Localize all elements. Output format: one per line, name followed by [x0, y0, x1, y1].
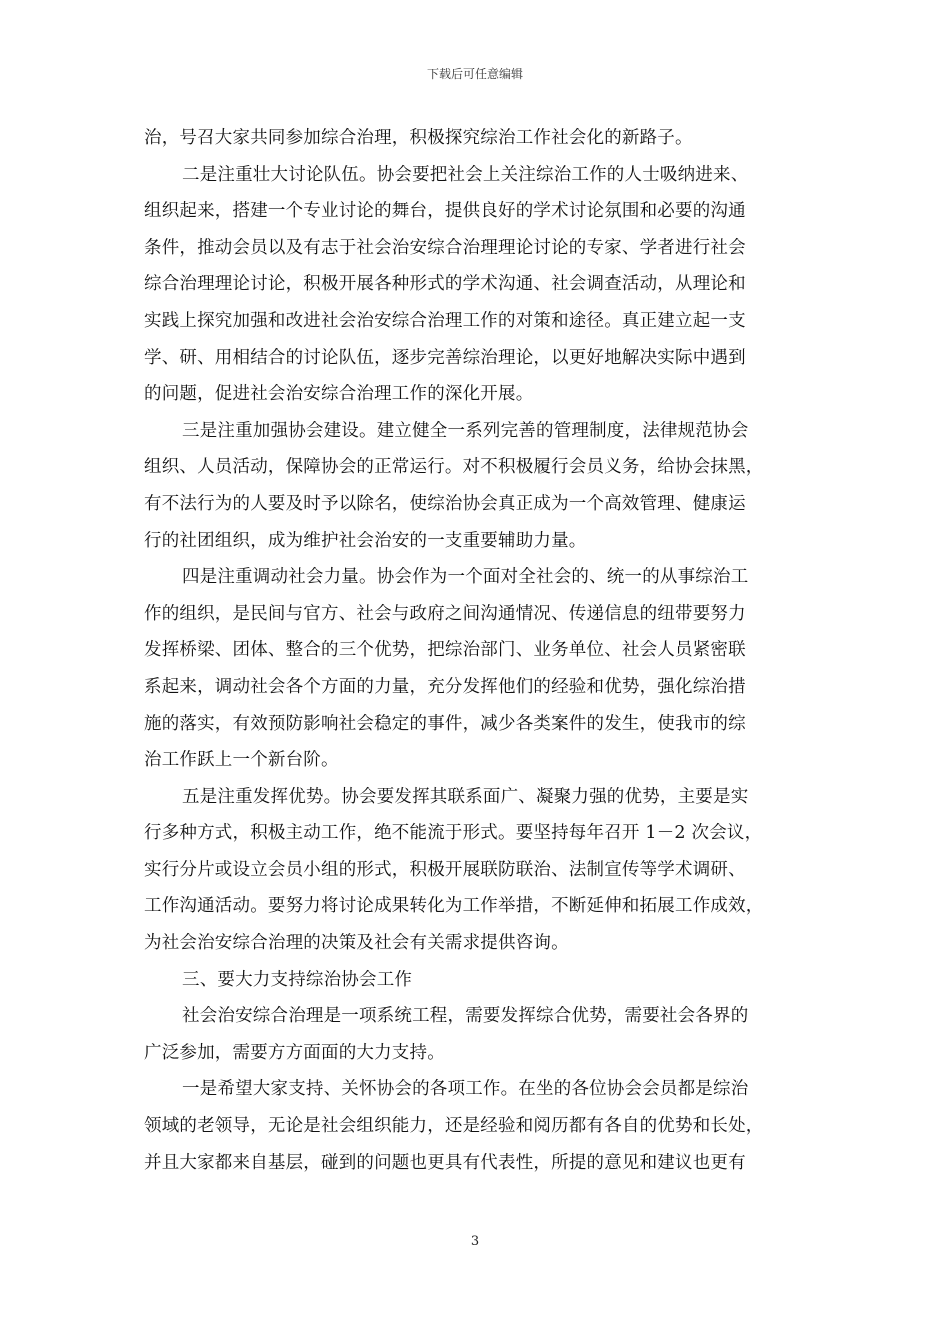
document-body: [144, 120, 808, 1181]
body-line: 工作沟通活动。要努力将讨论成果转化为工作举措，不断延伸和拓展工作成效，: [144, 896, 764, 917]
body-line: 的问题，促进社会治安综合治理工作的深化开展。: [144, 384, 534, 405]
body-line: 有不法行为的人要及时予以除名，使综治协会真正成为一个高效管理、健康运: [144, 493, 746, 514]
body-line: 学、研、用相结合的讨论队伍，逐步完善综治理论，以更好地解决实际中遇到: [144, 347, 746, 368]
body-line: 施的落实，有效预防影响社会稳定的事件，减少各类案件的发生，使我市的综: [144, 713, 746, 734]
body-line: 组织起来，搭建一个专业讨论的舞台，提供良好的学术讨论氛围和必要的沟通: [144, 201, 746, 222]
body-line: 实践上探究加强和改进社会治安综合治理工作的对策和途径。真正建立起一支: [144, 310, 746, 331]
paragraph-first-line: 五是注重发挥优势。协会要发挥其联系面广、凝聚力强的优势，主要是实: [182, 786, 749, 807]
page-header: 下载后可任意编辑: [426, 67, 523, 81]
paragraph-first-line: 三是注重加强协会建设。建立健全一系列完善的管理制度，法律规范协会: [182, 420, 749, 441]
paragraph-first-line: 社会治安综合治理是一项系统工程，需要发挥综合优势，需要社会各界的: [182, 1006, 749, 1027]
paragraph-first-line: 一是希望大家支持、关怀协会的各项工作。在坐的各位协会会员都是综治: [182, 1079, 749, 1100]
body-line: 并且大家都来自基层，碰到的问题也更具有代表性，所提的意见和建议也更有: [144, 1152, 746, 1173]
body-line: 系起来，调动社会各个方面的力量，充分发挥他们的经验和优势，强化综治措: [144, 676, 746, 697]
page-number: 3: [470, 1234, 480, 1249]
body-line: 行多种方式，积极主动工作，绝不能流于形式。要坚持每年召开 1－2 次会议，: [144, 823, 763, 844]
body-line: 发挥桥梁、团体、整合的三个优势，把综治部门、业务单位、社会人员紧密联: [144, 640, 746, 661]
body-line: 组织、人员活动，保障协会的正常运行。对不积极履行会员义务，给协会抹黑，: [144, 457, 764, 478]
body-line: 行的社团组织，成为维护社会治安的一支重要辅助力量。: [144, 530, 587, 551]
body-line: 为社会治安综合治理的决策及社会有关需求提供咨询。: [144, 933, 569, 954]
body-line: 广泛参加，需要方方面面的大力支持。: [144, 1042, 445, 1063]
body-line: 领域的老领导，无论是社会组织能力，还是经验和阅历都有各自的优势和长处，: [144, 1116, 764, 1137]
paragraph-first-line: 二是注重壮大讨论队伍。协会要把社会上关注综治工作的人士吸纳进来、: [182, 164, 749, 185]
paragraph-first-line: 四是注重调动社会力量。协会作为一个面对全社会的、统一的从事综治工: [182, 567, 749, 588]
body-line: 治工作跃上一个新台阶。: [144, 750, 339, 771]
body-line: 综合治理理论讨论，积极开展各种形式的学术沟通、社会调查活动，从理论和: [144, 274, 746, 295]
body-line: 实行分片或设立会员小组的形式，积极开展联防联治、法制宣传等学术调研、: [144, 859, 746, 880]
body-line: 作的组织，是民间与官方、社会与政府之间沟通情况、传递信息的纽带要努力: [144, 603, 746, 624]
section-heading: 三、要大力支持综治协会工作: [182, 969, 413, 990]
body-line: 条件，推动会员以及有志于社会治安综合治理理论讨论的专家、学者进行社会: [144, 237, 746, 258]
body-line: 治，号召大家共同参加综合治理，积极探究综治工作社会化的新路子。: [144, 128, 693, 148]
